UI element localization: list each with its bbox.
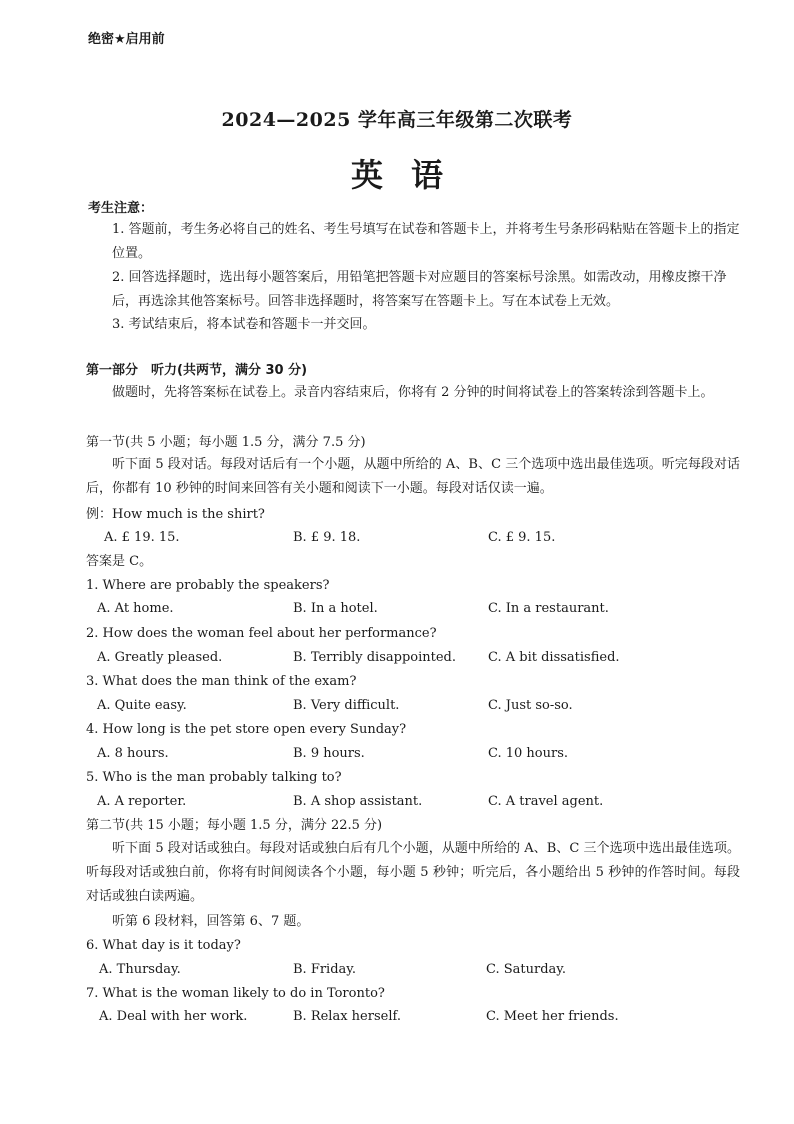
q4-option-c: C. 10 hours. bbox=[488, 746, 569, 761]
example-option-b: B. £ 9. 18. bbox=[293, 530, 361, 545]
q3-option-a: A. Quite easy. bbox=[97, 698, 187, 713]
example-option-c: C. £ 9. 15. bbox=[488, 530, 556, 545]
q2-option-b: B. Terribly disappointed. bbox=[293, 650, 456, 665]
q7-option-a: A. Deal with her work. bbox=[99, 1009, 248, 1024]
q5-option-b: B. A shop assistant. bbox=[293, 794, 423, 809]
material-instruction: 听第 6 段材料，回答第 6、7 题。 bbox=[112, 914, 310, 929]
q4-option-a: A. 8 hours. bbox=[97, 746, 169, 761]
section1-instructions: 听下面 5 段对话。每段对话后有一个小题，从题中所给的 A、B、C 三个选项中选出最佳选项。听完每段对话后，你都有 10 秒钟的时间来回答有关小题和阅读下一小题。每段对话仅读一遍。 bbox=[86, 457, 740, 496]
section2-heading: 第二节(共 15 小题；每小题 1.5 分，满分 22.5 分) bbox=[86, 818, 383, 833]
question-2: 2. How does the woman feel about her performance? bbox=[86, 626, 437, 641]
notice-item-1: 1. 答题前，考生务必将自己的姓名、考生号填写在试卷和答题卡上，并将考生号条形码粘贴在答题卡上的指定位置。 bbox=[112, 222, 740, 261]
question-7: 7. What is the woman likely to do in Toronto? bbox=[86, 986, 385, 1001]
q3-option-c: C. Just so-so. bbox=[488, 698, 573, 713]
section2-instructions: 听下面 5 段对话或独白。每段对话或独白后有几个小题，从题中所给的 A、B、C 三个选项中选出最佳选项。听每段对话或独白前，你将有时间阅读各个小题，每小题 5 秒钟；听完后，各小题给出 5 秒钟的作答时间。每段对话或独白读两遍。 bbox=[86, 841, 740, 904]
q6-option-a: A. Thursday. bbox=[99, 962, 181, 977]
q6-option-c: C. Saturday. bbox=[486, 962, 567, 977]
q3-option-b: B. Very difficult. bbox=[293, 698, 400, 713]
q5-option-c: C. A travel agent. bbox=[488, 794, 604, 809]
notice-heading: 考生注意： bbox=[88, 201, 154, 216]
part1-heading: 第一部分 听力(共两节，满分 30 分) bbox=[86, 363, 308, 378]
q2-option-a: A. Greatly pleased. bbox=[97, 650, 223, 665]
question-1: 1. Where are probably the speakers? bbox=[86, 578, 330, 593]
q1-option-c: C. In a restaurant. bbox=[488, 601, 609, 616]
notice-item-3: 3. 考试结束后，将本试卷和答题卡一并交回。 bbox=[112, 317, 376, 332]
example-answer: 答案是 C。 bbox=[86, 554, 153, 569]
q2-option-c: C. A bit dissatisfied. bbox=[488, 650, 620, 665]
q6-option-b: B. Friday. bbox=[293, 962, 357, 977]
q1-option-b: B. In a hotel. bbox=[293, 601, 378, 616]
q7-option-c: C. Meet her friends. bbox=[486, 1009, 619, 1024]
question-5: 5. Who is the man probably talking to? bbox=[86, 770, 342, 785]
example-option-a: A. £ 19. 15. bbox=[104, 530, 180, 545]
example-question: 例：How much is the shirt? bbox=[86, 507, 265, 522]
confidential-label: 绝密★启用前 bbox=[88, 32, 165, 47]
section1-heading: 第一节(共 5 小题；每小题 1.5 分，满分 7.5 分) bbox=[86, 435, 366, 450]
question-4: 4. How long is the pet store open every Sunday? bbox=[86, 722, 407, 737]
question-6: 6. What day is it today? bbox=[86, 938, 241, 953]
part1-intro: 做题时，先将答案标在试卷上。录音内容结束后，你将有 2 分钟的时间将试卷上的答案转涂到答题卡上。 bbox=[112, 385, 714, 400]
notice-item-2: 2. 回答选择题时，选出每小题答案后，用铅笔把答题卡对应题目的答案标号涂黑。如需改动，用橡皮擦干净后，再选涂其他答案标号。回答非选择题时，将答案写在答题卡上。写在本试卷上无效。 bbox=[112, 270, 727, 309]
question-3: 3. What does the man think of the exam? bbox=[86, 674, 357, 689]
subject-title: 英语 bbox=[350, 156, 471, 194]
q7-option-b: B. Relax herself. bbox=[293, 1009, 401, 1024]
q5-option-a: A. A reporter. bbox=[97, 794, 187, 809]
q1-option-a: A. At home. bbox=[97, 601, 174, 616]
q4-option-b: B. 9 hours. bbox=[293, 746, 365, 761]
exam-title: 2024—2025 学年高三年级第二次联考 bbox=[221, 109, 573, 131]
